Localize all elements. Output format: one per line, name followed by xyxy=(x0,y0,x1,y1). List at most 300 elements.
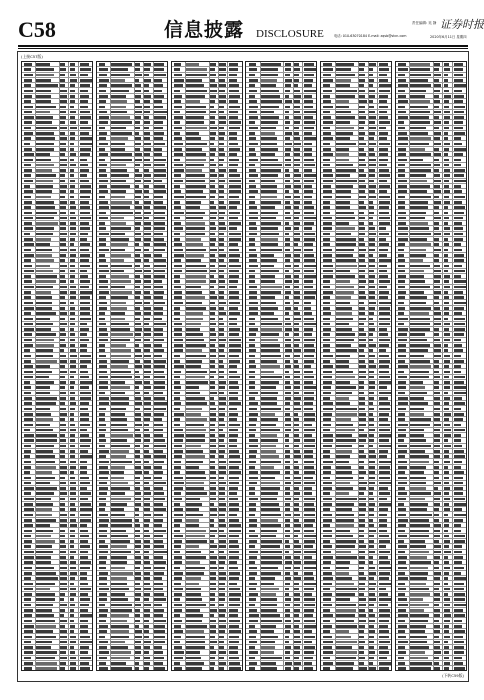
table-cell xyxy=(285,355,291,358)
table-cell xyxy=(99,397,109,400)
table-cell xyxy=(70,84,76,87)
table-cell xyxy=(99,286,108,289)
table-cell xyxy=(144,243,150,246)
table-cell xyxy=(144,397,150,400)
table-cell xyxy=(444,164,449,167)
table-cell xyxy=(174,598,181,601)
table-cell xyxy=(359,74,365,77)
table-cell xyxy=(70,180,76,183)
table-cell xyxy=(379,429,390,432)
table-cell xyxy=(249,381,256,384)
table-cell xyxy=(294,588,299,591)
table-cell xyxy=(60,254,66,257)
table-cell xyxy=(135,413,141,416)
table-cell xyxy=(219,68,226,71)
table-cell xyxy=(454,530,462,533)
table-cell xyxy=(24,392,31,395)
table-cell xyxy=(410,302,426,305)
table-cell xyxy=(80,545,90,548)
table-cell xyxy=(144,662,150,665)
table-cell xyxy=(186,577,201,580)
table-cell xyxy=(454,243,461,246)
table-cell xyxy=(60,662,66,665)
table-cell xyxy=(379,466,390,469)
table-cell xyxy=(410,116,429,119)
table-cell xyxy=(144,100,150,103)
table-cell xyxy=(359,159,365,162)
table-cell xyxy=(229,312,240,315)
table-cell xyxy=(444,424,451,427)
table-cell xyxy=(229,206,236,209)
table-cell xyxy=(294,217,299,220)
table-cell xyxy=(80,418,90,421)
table-cell xyxy=(70,302,75,305)
table-cell xyxy=(144,434,149,437)
table-cell xyxy=(99,265,108,268)
table-cell xyxy=(369,598,376,601)
table-cell xyxy=(70,339,75,342)
table-cell xyxy=(285,143,292,146)
table-cell xyxy=(249,68,258,71)
table-cell xyxy=(229,434,238,437)
table-cell xyxy=(454,434,462,437)
table-cell xyxy=(174,249,183,252)
table-cell xyxy=(154,439,165,442)
table-cell xyxy=(36,174,56,177)
table-cell xyxy=(229,651,238,654)
table-cell xyxy=(111,238,129,241)
table-cell xyxy=(379,196,390,199)
table-cell xyxy=(261,455,279,458)
table-cell xyxy=(359,275,365,278)
table-cell xyxy=(410,445,430,448)
table-cell xyxy=(24,567,31,570)
table-cell xyxy=(36,471,52,474)
table-cell xyxy=(454,365,462,368)
table-cell xyxy=(186,636,205,639)
table-cell xyxy=(229,79,237,82)
table-cell xyxy=(219,492,225,495)
table-cell xyxy=(369,259,376,262)
table-cell xyxy=(359,344,366,347)
table-cell xyxy=(186,84,204,87)
table-cell xyxy=(219,424,224,427)
table-cell xyxy=(249,243,256,246)
table-cell xyxy=(36,445,54,448)
table-cell xyxy=(154,349,164,352)
table-cell xyxy=(144,280,150,283)
table-cell xyxy=(369,577,375,580)
table-cell xyxy=(219,561,225,564)
table-cell xyxy=(219,530,224,533)
table-cell xyxy=(304,524,313,527)
table-cell xyxy=(410,275,424,278)
table-cell xyxy=(261,636,279,639)
table-cell xyxy=(444,275,450,278)
table-cell xyxy=(261,360,277,363)
table-cell xyxy=(454,270,466,273)
table-cell xyxy=(359,148,364,151)
table-cell xyxy=(99,514,109,517)
table-cell xyxy=(261,413,275,416)
table-cell xyxy=(261,111,274,114)
table-cell xyxy=(174,381,180,384)
table-cell xyxy=(60,498,65,501)
table-cell xyxy=(24,164,30,167)
table-cell xyxy=(144,439,150,442)
table-cell xyxy=(249,265,258,268)
table-cell xyxy=(359,662,364,665)
table-cell xyxy=(398,174,405,177)
table-cell xyxy=(80,482,91,485)
table-cell xyxy=(135,424,142,427)
table-cell xyxy=(154,360,166,363)
table-cell xyxy=(249,270,256,273)
table-cell xyxy=(144,137,150,140)
table-cell xyxy=(323,583,332,586)
table-cell xyxy=(444,233,451,236)
table-cell xyxy=(336,127,354,130)
table-cell xyxy=(336,651,357,654)
table-cell xyxy=(359,280,366,283)
table-cell xyxy=(135,222,142,225)
table-cell xyxy=(229,318,237,321)
table-cell xyxy=(99,482,107,485)
table-cell xyxy=(359,646,364,649)
table-cell xyxy=(36,609,51,612)
table-cell xyxy=(154,127,163,130)
disclosure-table-column xyxy=(245,61,317,671)
table-cell xyxy=(285,196,292,199)
table-cell xyxy=(80,371,88,374)
table-cell xyxy=(336,190,351,193)
table-cell xyxy=(99,646,107,649)
table-cell xyxy=(80,625,88,628)
table-cell xyxy=(285,265,292,268)
table-cell xyxy=(304,238,315,241)
table-cell xyxy=(410,381,423,384)
table-cell xyxy=(304,450,313,453)
table-cell xyxy=(144,620,149,623)
table-cell xyxy=(323,450,330,453)
table-cell xyxy=(379,190,388,193)
table-cell xyxy=(229,159,239,162)
table-cell xyxy=(24,376,33,379)
table-cell xyxy=(80,598,90,601)
table-cell xyxy=(379,492,390,495)
table-cell xyxy=(144,339,150,342)
table-cell xyxy=(210,132,216,135)
table-cell xyxy=(285,74,290,77)
table-cell xyxy=(379,577,389,580)
table-cell xyxy=(294,344,299,347)
table-cell xyxy=(398,408,406,411)
table-cell xyxy=(80,339,90,342)
table-cell xyxy=(398,651,406,654)
table-cell xyxy=(304,445,315,448)
table-cell xyxy=(369,545,375,548)
table-cell xyxy=(285,159,292,162)
table-cell xyxy=(249,662,257,665)
table-cell xyxy=(80,376,89,379)
table-cell xyxy=(323,471,331,474)
table-cell xyxy=(135,461,141,464)
table-cell xyxy=(135,323,141,326)
table-cell xyxy=(285,636,290,639)
table-cell xyxy=(60,79,64,82)
table-cell xyxy=(369,90,375,93)
table-cell xyxy=(99,217,108,220)
table-cell xyxy=(210,381,215,384)
table-cell xyxy=(398,641,408,644)
table-cell xyxy=(323,307,329,310)
table-cell xyxy=(70,137,75,140)
table-cell xyxy=(111,418,127,421)
table-cell xyxy=(210,185,215,188)
table-cell xyxy=(434,201,440,204)
table-cell xyxy=(70,233,76,236)
table-cell xyxy=(285,434,290,437)
table-cell xyxy=(135,540,141,543)
table-cell xyxy=(304,127,314,130)
table-cell xyxy=(410,222,428,225)
table-cell xyxy=(24,190,33,193)
table-cell xyxy=(444,159,449,162)
table-cell xyxy=(261,68,278,71)
table-cell xyxy=(398,185,407,188)
table-cell xyxy=(219,556,226,559)
table-cell xyxy=(294,503,299,506)
table-cell xyxy=(379,286,387,289)
table-cell xyxy=(398,598,406,601)
table-cell xyxy=(154,344,162,347)
table-cell xyxy=(434,196,439,199)
table-cell xyxy=(70,461,77,464)
table-cell xyxy=(154,265,166,268)
table-cell xyxy=(323,95,329,98)
table-cell xyxy=(219,636,224,639)
table-cell xyxy=(369,265,375,268)
table-cell xyxy=(154,641,164,644)
table-cell xyxy=(304,376,314,379)
table-cell xyxy=(249,212,258,215)
table-cell xyxy=(359,106,365,109)
table-cell xyxy=(398,296,405,299)
table-cell xyxy=(261,651,274,654)
table-cell xyxy=(111,657,129,660)
table-cell xyxy=(80,614,92,617)
table-cell xyxy=(336,646,352,649)
table-cell xyxy=(398,503,404,506)
table-cell xyxy=(144,641,151,644)
table-cell xyxy=(80,439,91,442)
table-cell xyxy=(336,312,352,315)
table-cell xyxy=(174,572,183,575)
table-cell xyxy=(111,371,131,374)
table-cell xyxy=(210,397,214,400)
table-cell xyxy=(454,254,465,257)
table-cell xyxy=(410,471,424,474)
table-cell xyxy=(154,84,163,87)
table-cell xyxy=(379,254,387,257)
table-cell xyxy=(111,137,128,140)
table-cell xyxy=(359,657,365,660)
table-cell xyxy=(359,392,364,395)
table-cell xyxy=(304,630,312,633)
table-cell xyxy=(379,249,389,252)
table-cell xyxy=(111,159,131,162)
table-cell xyxy=(219,604,224,607)
table-cell xyxy=(444,402,450,405)
table-cell xyxy=(144,296,151,299)
table-cell xyxy=(80,265,90,268)
table-cell xyxy=(144,572,150,575)
table-cell xyxy=(285,312,289,315)
table-cell xyxy=(249,418,257,421)
table-cell xyxy=(304,217,316,220)
table-cell xyxy=(144,153,150,156)
table-cell xyxy=(219,206,226,209)
table-cell xyxy=(434,556,440,559)
table-cell xyxy=(60,641,67,644)
table-cell xyxy=(144,577,150,580)
table-cell xyxy=(135,339,142,342)
table-cell xyxy=(359,169,364,172)
table-cell xyxy=(285,503,291,506)
table-row xyxy=(22,666,92,671)
table-cell xyxy=(454,381,465,384)
table-cell xyxy=(336,259,356,262)
table-cell xyxy=(154,471,162,474)
table-cell xyxy=(249,551,258,554)
table-cell xyxy=(294,291,300,294)
table-cell xyxy=(186,302,202,305)
table-cell xyxy=(294,418,300,421)
table-cell xyxy=(24,461,31,464)
table-cell xyxy=(249,657,256,660)
table-cell xyxy=(249,540,258,543)
table-cell xyxy=(111,466,125,469)
table-cell xyxy=(323,275,332,278)
table-cell xyxy=(210,333,216,336)
table-cell xyxy=(249,365,256,368)
table-cell xyxy=(398,74,405,77)
table-cell xyxy=(379,503,391,506)
table-cell xyxy=(285,286,290,289)
table-cell xyxy=(261,545,280,548)
table-cell xyxy=(210,227,216,230)
table-cell xyxy=(99,614,107,617)
table-cell xyxy=(135,74,142,77)
table-cell xyxy=(210,196,215,199)
table-cell xyxy=(323,445,331,448)
table-cell xyxy=(369,111,376,114)
table-cell xyxy=(304,492,312,495)
table-cell xyxy=(454,286,466,289)
table-cell xyxy=(434,392,440,395)
table-cell xyxy=(154,545,163,548)
table-cell xyxy=(99,143,108,146)
table-cell xyxy=(285,318,290,321)
table-cell xyxy=(24,397,32,400)
table-cell xyxy=(434,307,439,310)
table-cell xyxy=(80,349,88,352)
table-cell xyxy=(294,413,298,416)
table-cell xyxy=(99,503,106,506)
table-cell xyxy=(379,397,388,400)
table-cell xyxy=(359,259,365,262)
table-cell xyxy=(444,328,449,331)
table-cell xyxy=(249,482,257,485)
table-cell xyxy=(454,583,465,586)
table-cell xyxy=(323,386,330,389)
table-cell xyxy=(379,667,389,670)
table-cell xyxy=(24,254,33,257)
table-cell xyxy=(229,280,238,283)
table-cell xyxy=(249,408,258,411)
table-cell xyxy=(454,392,466,395)
table-cell xyxy=(174,100,181,103)
disclosure-table-column xyxy=(21,61,93,671)
table-cell xyxy=(111,318,125,321)
table-cell xyxy=(434,482,441,485)
table-cell xyxy=(398,196,405,199)
table-cell xyxy=(229,371,236,374)
table-cell xyxy=(454,477,463,480)
table-cell xyxy=(186,270,207,273)
table-cell xyxy=(174,450,183,453)
table-cell xyxy=(144,630,148,633)
table-cell xyxy=(359,143,366,146)
table-cell xyxy=(60,159,67,162)
table-cell xyxy=(60,376,65,379)
table-cell xyxy=(444,386,450,389)
table-cell xyxy=(294,487,299,490)
table-cell xyxy=(285,238,291,241)
table-cell xyxy=(24,551,33,554)
table-cell xyxy=(261,609,277,612)
table-cell xyxy=(323,302,330,305)
table-cell xyxy=(36,397,57,400)
table-cell xyxy=(210,180,216,183)
table-cell xyxy=(434,265,440,268)
table-cell xyxy=(60,392,66,395)
table-cell xyxy=(444,111,450,114)
table-cell xyxy=(304,646,315,649)
table-cell xyxy=(144,275,151,278)
table-cell xyxy=(186,424,204,427)
table-cell xyxy=(434,625,440,628)
table-cell xyxy=(454,328,465,331)
table-cell xyxy=(379,572,390,575)
table-cell xyxy=(24,127,31,130)
table-cell xyxy=(24,482,30,485)
table-cell xyxy=(410,519,429,522)
table-cell xyxy=(80,641,92,644)
table-cell xyxy=(323,455,330,458)
table-cell xyxy=(359,196,365,199)
table-cell xyxy=(294,471,299,474)
table-cell xyxy=(294,153,300,156)
table-cell xyxy=(135,657,140,660)
table-cell xyxy=(219,657,224,660)
table-cell xyxy=(434,206,438,209)
table-cell xyxy=(174,143,183,146)
table-cell xyxy=(229,524,241,527)
table-cell xyxy=(261,201,282,204)
table-cell xyxy=(379,535,389,538)
table-cell xyxy=(323,100,330,103)
